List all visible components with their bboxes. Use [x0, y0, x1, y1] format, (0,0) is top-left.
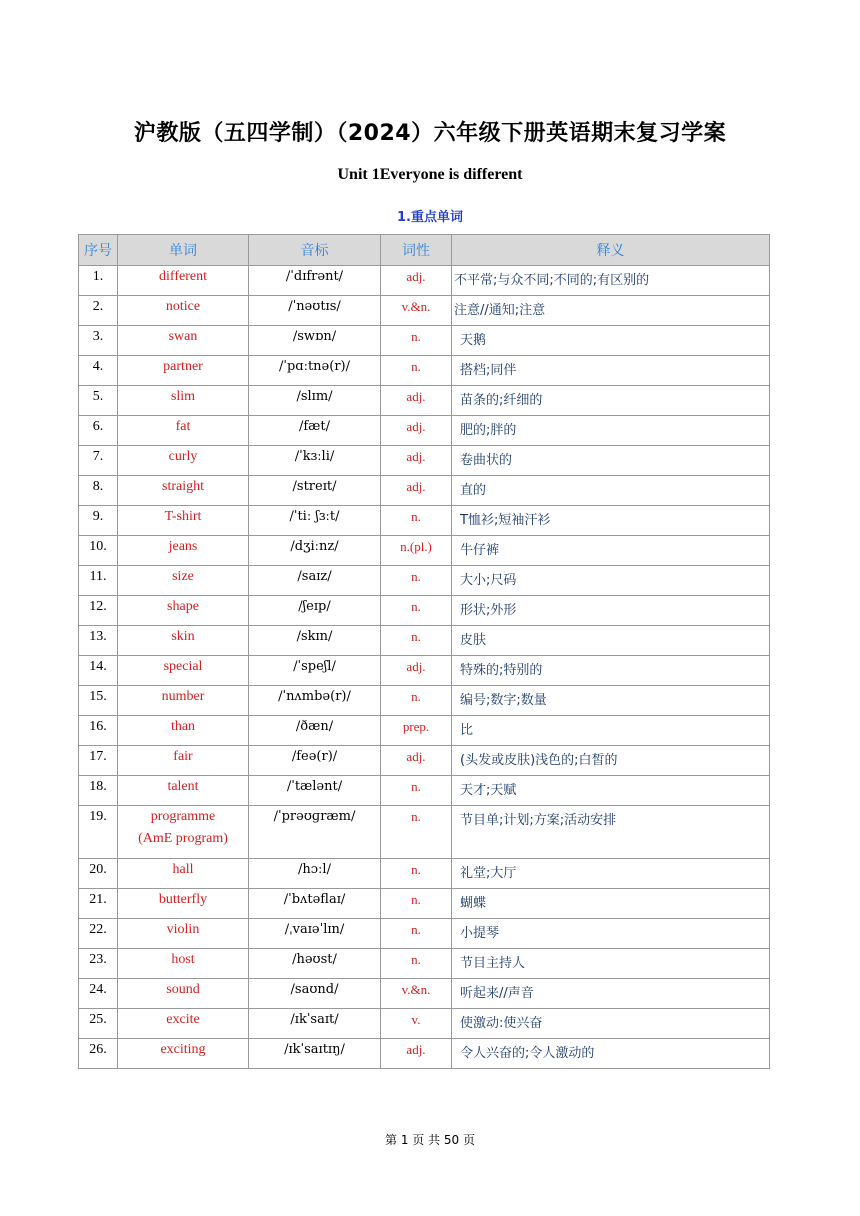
row-ipa: /fæt/: [298, 419, 330, 434]
row-meaning: 编号;数字;数量: [460, 693, 547, 708]
unit-title: Unit 1Everyone is different: [337, 166, 523, 183]
table-row: [79, 716, 770, 746]
row-pos: n.: [411, 809, 421, 824]
row-pos: n.(pl.): [400, 539, 432, 554]
row-ipa: /ʃeɪp/: [298, 599, 331, 614]
row-pos: v.&n.: [401, 299, 431, 314]
row-number: 17.: [89, 749, 107, 764]
row-number: 24.: [89, 982, 107, 997]
row-meaning: 听起来//声音: [460, 986, 534, 1001]
row-word: excite: [166, 1012, 200, 1027]
table-row: [79, 296, 770, 326]
row-ipa: /ˈnʌmbə(r)/: [278, 689, 351, 704]
row-word: programme: [150, 809, 216, 824]
table-row: [79, 889, 770, 919]
row-ipa: /slɪm/: [296, 389, 333, 404]
table-row: [79, 356, 770, 386]
row-word: swan: [168, 329, 198, 344]
row-number: 5.: [92, 389, 104, 404]
row-ipa: /ˈtælənt/: [286, 779, 343, 794]
row-meaning: 小提琴: [460, 926, 500, 941]
row-number: 15.: [89, 689, 107, 704]
row-ipa: /ˈnəʊtɪs/: [288, 299, 341, 314]
row-number: 1.: [92, 269, 104, 284]
table-row: [79, 446, 770, 476]
table-row: [79, 656, 770, 686]
row-pos: v.: [411, 1012, 421, 1027]
table-row: [79, 746, 770, 776]
row-ipa: /ˈtiː ʃɜːt/: [289, 509, 340, 524]
row-ipa: /ɪkˈsaɪtɪŋ/: [284, 1042, 345, 1057]
row-pos: adj.: [406, 749, 426, 764]
row-ipa: /ˈpɑːtnə(r)/: [278, 359, 350, 374]
header-pos: 词性: [381, 235, 452, 266]
row-pos: n.: [411, 629, 421, 644]
row-pos: n.: [411, 922, 421, 937]
row-ipa: /ɪkˈsaɪt/: [290, 1012, 339, 1027]
row-pos: prep.: [402, 719, 430, 734]
row-ipa: /ˈbʌtəflaɪ/: [283, 892, 346, 907]
row-ipa: /saʊnd/: [290, 982, 339, 997]
row-word: sound: [166, 982, 200, 997]
row-pos: adj.: [406, 269, 426, 284]
header-word: 单词: [118, 235, 249, 266]
row-word: notice: [165, 299, 201, 314]
table-row: [79, 949, 770, 979]
row-meaning: 节目主持人: [460, 956, 526, 971]
row-meaning: (头发或皮肤)浅色的;白皙的: [460, 753, 618, 768]
row-number: 23.: [89, 952, 107, 967]
row-meaning: 牛仔裤: [460, 543, 500, 558]
row-meaning: 注意//通知;注意: [454, 303, 546, 318]
row-number: 12.: [89, 599, 107, 614]
row-pos: n.: [411, 599, 421, 614]
row-word: partner: [163, 359, 203, 374]
table-row: [79, 686, 770, 716]
vocabulary-table: [78, 234, 770, 1069]
row-number: 10.: [89, 539, 107, 554]
table-row: [79, 266, 770, 296]
row-word: hall: [172, 862, 194, 877]
row-number: 13.: [89, 629, 107, 644]
row-meaning: 直的: [460, 483, 487, 498]
row-pos: n.: [411, 779, 421, 794]
table-row: [79, 536, 770, 566]
table-row: [79, 506, 770, 536]
row-ipa: /swɒn/: [292, 329, 337, 344]
row-pos: adj.: [406, 479, 426, 494]
row-word: host: [171, 952, 195, 967]
table-row: [79, 476, 770, 506]
row-meaning: 使激动:使兴奋: [460, 1016, 543, 1031]
row-word: violin: [166, 922, 200, 937]
row-pos: n.: [411, 862, 421, 877]
row-word: T-shirt: [164, 509, 202, 524]
row-ipa: /saɪz/: [297, 569, 332, 584]
row-word: butterfly: [158, 892, 208, 907]
row-word: fat: [175, 419, 191, 434]
row-number: 22.: [89, 922, 107, 937]
row-word: different: [159, 269, 207, 284]
row-meaning: 不平常;与众不同;不同的;有区别的: [454, 273, 650, 288]
row-meaning: 特殊的;特别的: [460, 663, 543, 678]
row-number: 26.: [89, 1042, 107, 1057]
row-pos: v.&n.: [401, 982, 431, 997]
row-ipa: /ˌvaɪəˈlɪn/: [284, 922, 345, 937]
row-word: curly: [168, 449, 198, 464]
row-meaning: 皮肤: [460, 633, 487, 648]
row-number: 20.: [89, 862, 107, 877]
row-word: straight: [162, 479, 204, 494]
row-pos: n.: [411, 329, 421, 344]
row-number: 18.: [89, 779, 107, 794]
row-pos: n.: [411, 892, 421, 907]
table-row: [79, 326, 770, 356]
page-footer: 第 1 页 共 50 页: [385, 1133, 475, 1147]
row-meaning: 蝴蝶: [460, 896, 487, 911]
row-number: 6.: [92, 419, 104, 434]
header-ipa: 音标: [249, 235, 381, 266]
row-meaning: 天鹅: [460, 333, 487, 348]
row-number: 7.: [92, 449, 104, 464]
row-meaning: 形状;外形: [460, 603, 517, 618]
table-row: [79, 626, 770, 656]
row-number: 8.: [92, 479, 104, 494]
table-row: [79, 1039, 770, 1069]
table-row: [79, 859, 770, 889]
row-pos: n.: [411, 569, 421, 584]
table-row: [79, 979, 770, 1009]
row-pos: adj.: [406, 659, 426, 674]
row-word-alt: (AmE program): [138, 831, 228, 846]
row-meaning: 苗条的;纤细的: [460, 393, 543, 408]
row-word: size: [172, 569, 194, 584]
row-word: number: [161, 689, 205, 704]
row-word: jeans: [168, 539, 198, 554]
row-pos: adj.: [406, 389, 426, 404]
header-meaning: 释义: [452, 235, 770, 266]
row-pos: adj.: [406, 449, 426, 464]
row-pos: n.: [411, 509, 421, 524]
row-word: fair: [173, 749, 193, 764]
row-meaning: 天才;天赋: [460, 783, 517, 798]
row-word: than: [170, 719, 196, 734]
row-number: 21.: [89, 892, 107, 907]
table-row: [79, 566, 770, 596]
row-pos: n.: [411, 359, 421, 374]
table-row: [79, 806, 770, 859]
table-row: [79, 416, 770, 446]
row-ipa: /ˈprəʊɡræm/: [273, 809, 356, 824]
row-word: shape: [167, 599, 199, 614]
row-meaning: 肥的;胖的: [460, 423, 517, 438]
row-meaning: 大小;尺码: [460, 573, 517, 588]
row-ipa: /ˈdɪfrənt/: [285, 269, 344, 284]
row-number: 9.: [92, 509, 104, 524]
row-number: 4.: [92, 359, 104, 374]
row-number: 14.: [89, 659, 107, 674]
row-meaning: T恤衫;短袖汗衫: [460, 513, 551, 528]
row-number: 11.: [89, 569, 107, 584]
row-ipa: /ðæn/: [295, 719, 334, 734]
row-word-cell: [118, 806, 248, 847]
table-row: [79, 1009, 770, 1039]
row-number: 19.: [89, 809, 107, 824]
row-ipa: /ˈspeʃl/: [293, 659, 336, 674]
row-ipa: /ˈkɜːli/: [294, 449, 335, 464]
document-title: 沪教版（五四学制）（2024）六年级下册英语期末复习学案: [133, 121, 727, 146]
row-word: skin: [171, 629, 195, 644]
row-word: special: [163, 659, 203, 674]
row-ipa: /dʒiːnz/: [290, 539, 339, 554]
row-pos: adj.: [406, 419, 426, 434]
row-meaning: 节目单;计划;方案;活动安排: [460, 813, 617, 828]
table-row: [79, 776, 770, 806]
row-meaning: 卷曲状的: [460, 453, 513, 468]
row-meaning: 令人兴奋的;令人激动的: [460, 1046, 595, 1061]
section-heading: 1.重点单词: [397, 210, 463, 225]
row-meaning: 礼堂;大厅: [460, 866, 517, 881]
row-pos: n.: [411, 952, 421, 967]
row-pos: adj.: [406, 1042, 426, 1057]
table-row: [79, 386, 770, 416]
row-number: 25.: [89, 1012, 107, 1027]
row-word: exciting: [160, 1042, 206, 1057]
row-ipa: /həʊst/: [292, 952, 337, 967]
row-meaning: 搭档;同伴: [460, 363, 517, 378]
row-number: 2.: [92, 299, 104, 314]
row-ipa: /feə(r)/: [291, 749, 338, 764]
table-row: [79, 919, 770, 949]
row-ipa: /skɪn/: [296, 629, 333, 644]
row-number: 16.: [89, 719, 107, 734]
row-ipa: /hɔːl/: [298, 862, 331, 877]
row-word: talent: [167, 779, 199, 794]
row-meaning: 比: [460, 723, 474, 738]
table-header-row: [79, 235, 770, 266]
row-number: 3.: [92, 329, 104, 344]
row-word: slim: [170, 389, 196, 404]
table-row: [79, 596, 770, 626]
row-pos: n.: [411, 689, 421, 704]
header-num: 序号: [79, 235, 118, 266]
row-ipa: /streɪt/: [292, 479, 337, 494]
